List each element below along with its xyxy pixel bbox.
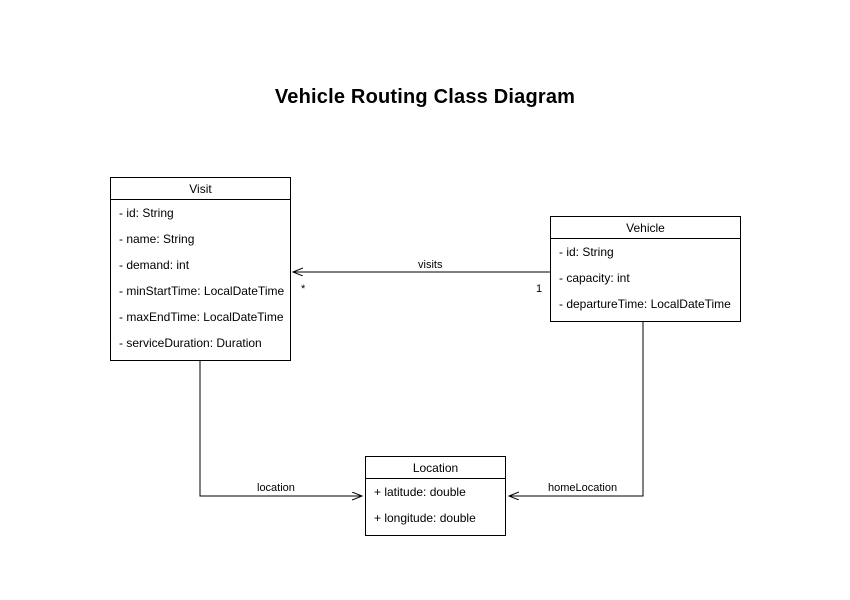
class-attribute: - serviceDuration: Duration [119, 336, 262, 350]
class-attributes-visit [111, 200, 290, 356]
edge-multiplicity-source: * [298, 283, 308, 295]
class-attributes-vehicle [551, 239, 740, 317]
class-attribute: + latitude: double [374, 485, 466, 499]
class-name-location: Location [366, 457, 505, 479]
page-title: Vehicle Routing Class Diagram [274, 86, 576, 108]
class-attribute: - name: String [119, 232, 195, 246]
class-attribute: + longitude: double [374, 511, 476, 525]
class-name-vehicle: Vehicle [551, 217, 740, 239]
class-name-visit: Visit [111, 178, 290, 200]
class-attribute: - minStartTime: LocalDateTime [119, 284, 285, 298]
edge-label-homelocation: homeLocation [545, 482, 620, 494]
class-attribute: - capacity: int [559, 271, 630, 285]
class-box-location[interactable] [365, 456, 506, 536]
class-attribute: - departureTime: LocalDateTime [559, 297, 731, 311]
class-attribute: - id: String [119, 206, 174, 220]
class-attribute: - demand: int [119, 258, 190, 272]
class-attribute: - maxEndTime: LocalDateTime [119, 310, 284, 324]
edge-multiplicity-target: 1 [533, 283, 545, 295]
edge-label-location: location [254, 482, 298, 494]
edge-label-visits: visits [415, 259, 445, 271]
class-box-vehicle[interactable] [550, 216, 741, 322]
class-box-visit[interactable] [110, 177, 291, 361]
class-attribute: - id: String [559, 245, 614, 259]
class-attributes-location [366, 479, 505, 531]
